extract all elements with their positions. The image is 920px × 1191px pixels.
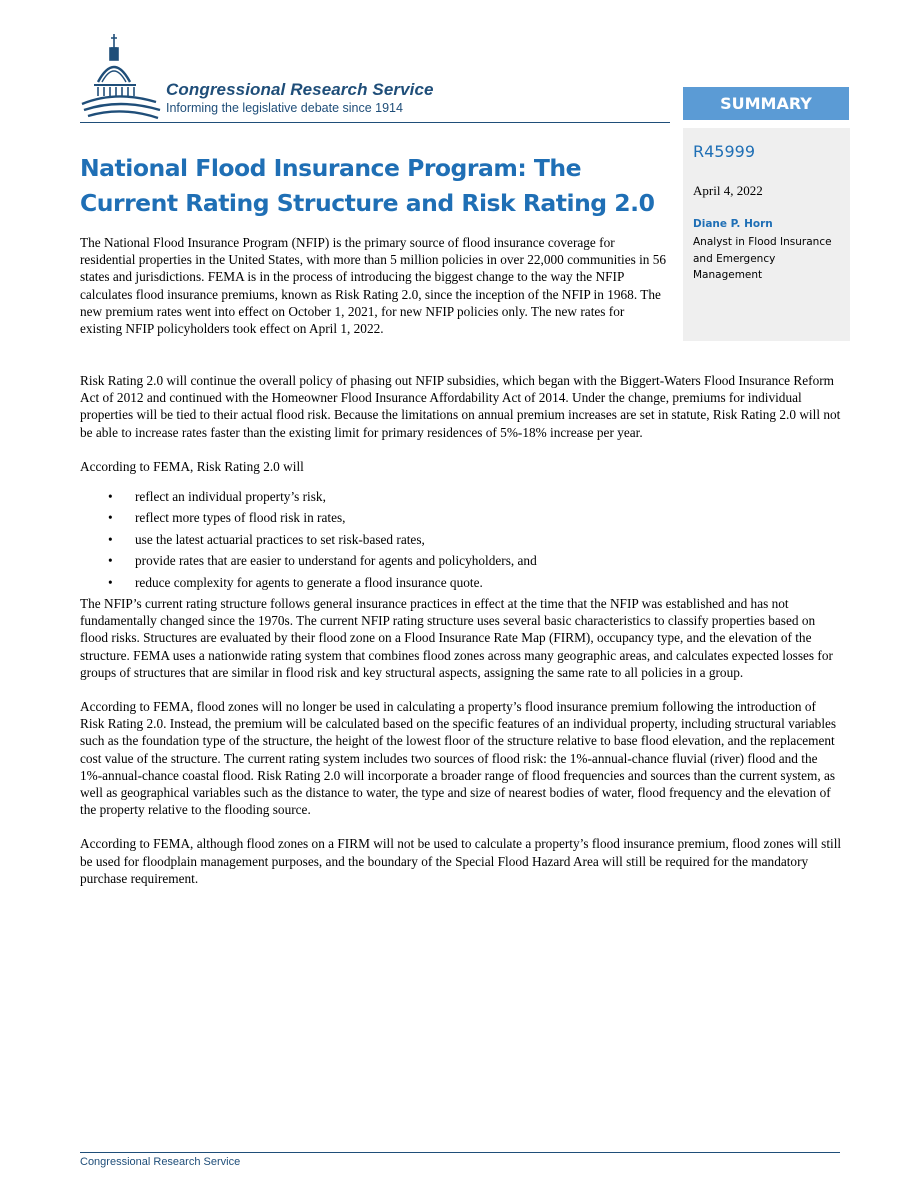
list-item — [80, 552, 842, 569]
capitol-dome-logo-icon — [80, 30, 162, 122]
bullet-icon: • — [108, 553, 113, 569]
crs-header — [80, 30, 670, 122]
summary-panel — [683, 128, 850, 341]
list-item — [80, 574, 842, 591]
paragraph-phase-out: Risk Rating 2.0 will continue the overall policy of phasing out NFIP subsidies, which began with the Biggert-Waters Flood Insurance Reform Act of 2012 and continued with the Homeowner Flood Insurance Affordability Act of 2014. Under the change, premiums for individual properties will be tied to their actual flood risk. Because the limitations on annual premium increases are set in statute, Risk Rating 2.0 will not be able to increase rates faster than the existing limit for primary residences of 5%-18% increase per year. — [80, 373, 841, 440]
paragraph-floodplain-management: According to FEMA, although flood zones on a FIRM will not be used to calculate a property’s flood insurance premium, flood zones will still be used for floodplain management purposes, and the boundary of the Special Flood Hazard Area will still be required for the mandatory purchase requirement. — [80, 836, 842, 886]
bullet-icon: • — [108, 531, 113, 547]
org-tagline: Informing the legislative debate since 1914 — [166, 101, 403, 115]
bullet-icon: • — [108, 510, 113, 526]
bullet-icon: • — [108, 489, 113, 505]
logo-wordmark — [166, 80, 434, 115]
report-date: April 4, 2022 — [693, 183, 763, 198]
footer-org-name: Congressional Research Service — [80, 1156, 241, 1168]
report-id: R45999 — [693, 142, 756, 161]
list-item-text: reflect an individual property’s risk, — [135, 489, 326, 505]
list-item — [80, 531, 842, 548]
list-item-text: use the latest actuarial practices to set risk-based rates, — [135, 531, 425, 547]
paragraph-fema-will: According to FEMA, Risk Rating 2.0 will — [80, 458, 304, 474]
list-item-text: reduce complexity for agents to generate a flood insurance quote. — [135, 574, 483, 590]
list-item-text: reflect more types of flood risk in rates, — [135, 510, 346, 526]
bullet-icon: • — [108, 574, 113, 590]
report-body — [80, 372, 842, 904]
footer-divider — [80, 1152, 840, 1153]
intro-paragraph: The National Flood Insurance Program (NFIP) is the primary source of flood insurance coverage for residential properties in the United States, with more than 5 million policies in over 22,000 communities in 56 states and jurisdictions. FEMA is in the process of introducing the biggest change to the way the NFIP calculates flood insurance premiums, known as Risk Rating 2.0, since the inception of the NFIP in 1968. The new premium rates went into effect on October 1, 2021, for new NFIP policies only. The new rates for existing NFIP policyholders took effect on April 1, 2022. — [80, 235, 667, 337]
header-divider — [80, 122, 670, 123]
list-item — [80, 509, 842, 526]
report-title: National Flood Insurance Program: The Current Rating Structure and Risk Rating 2.0 — [80, 154, 655, 217]
risk-rating-bullet-list — [80, 488, 842, 591]
org-name: Congressional Research Service — [166, 80, 434, 99]
author-name: Diane P. Horn — [693, 218, 773, 230]
list-item — [80, 488, 842, 505]
author-title: Analyst in Flood Insurance and Emergency Management — [693, 236, 832, 281]
summary-heading: SUMMARY — [683, 87, 849, 120]
paragraph-flood-zones: According to FEMA, flood zones will no longer be used in calculating a property’s flood insurance premium following the introduction of Risk Rating 2.0. Instead, the premium will be calculated based on the specific features of an individual property, including structural variables such as the foundation type of the structure, the height of the lowest floor of the structure relative to base flood elevation, and the replacement cost value of the structure. The current rating system includes two sources of flood risk: the 1%-annual-chance fluvial (river) flood and the 1%-annual-chance coastal flood. Risk Rating 2.0 will incorporate a broader range of flood frequencies and sources than the current system, as well as geographical variables such as the distance to water, the type and size of nearest bodies of water, flood frequency and the elevation of the property relative to the flooding source. — [80, 698, 837, 818]
paragraph-current-structure: The NFIP’s current rating structure follows general insurance practices in effect at the time that the NFIP was established and has not fundamentally changed since the 1970s. The current NFIP rating structure uses several basic characteristics to classify properties based on flood risks. Structures are evaluated by their flood zone on a Flood Insurance Rate Map (FIRM), occupancy type, and the elevation of the structure. FEMA uses a nationwide rating system that combines flood zones across many geographic areas, and calculates expected losses for groups of structures that are similar in flood risk and key structural aspects, assigning the same rate to all policies in a group. — [80, 595, 833, 680]
list-item-text: provide rates that are easier to understand for agents and policyholders, and — [135, 553, 537, 569]
